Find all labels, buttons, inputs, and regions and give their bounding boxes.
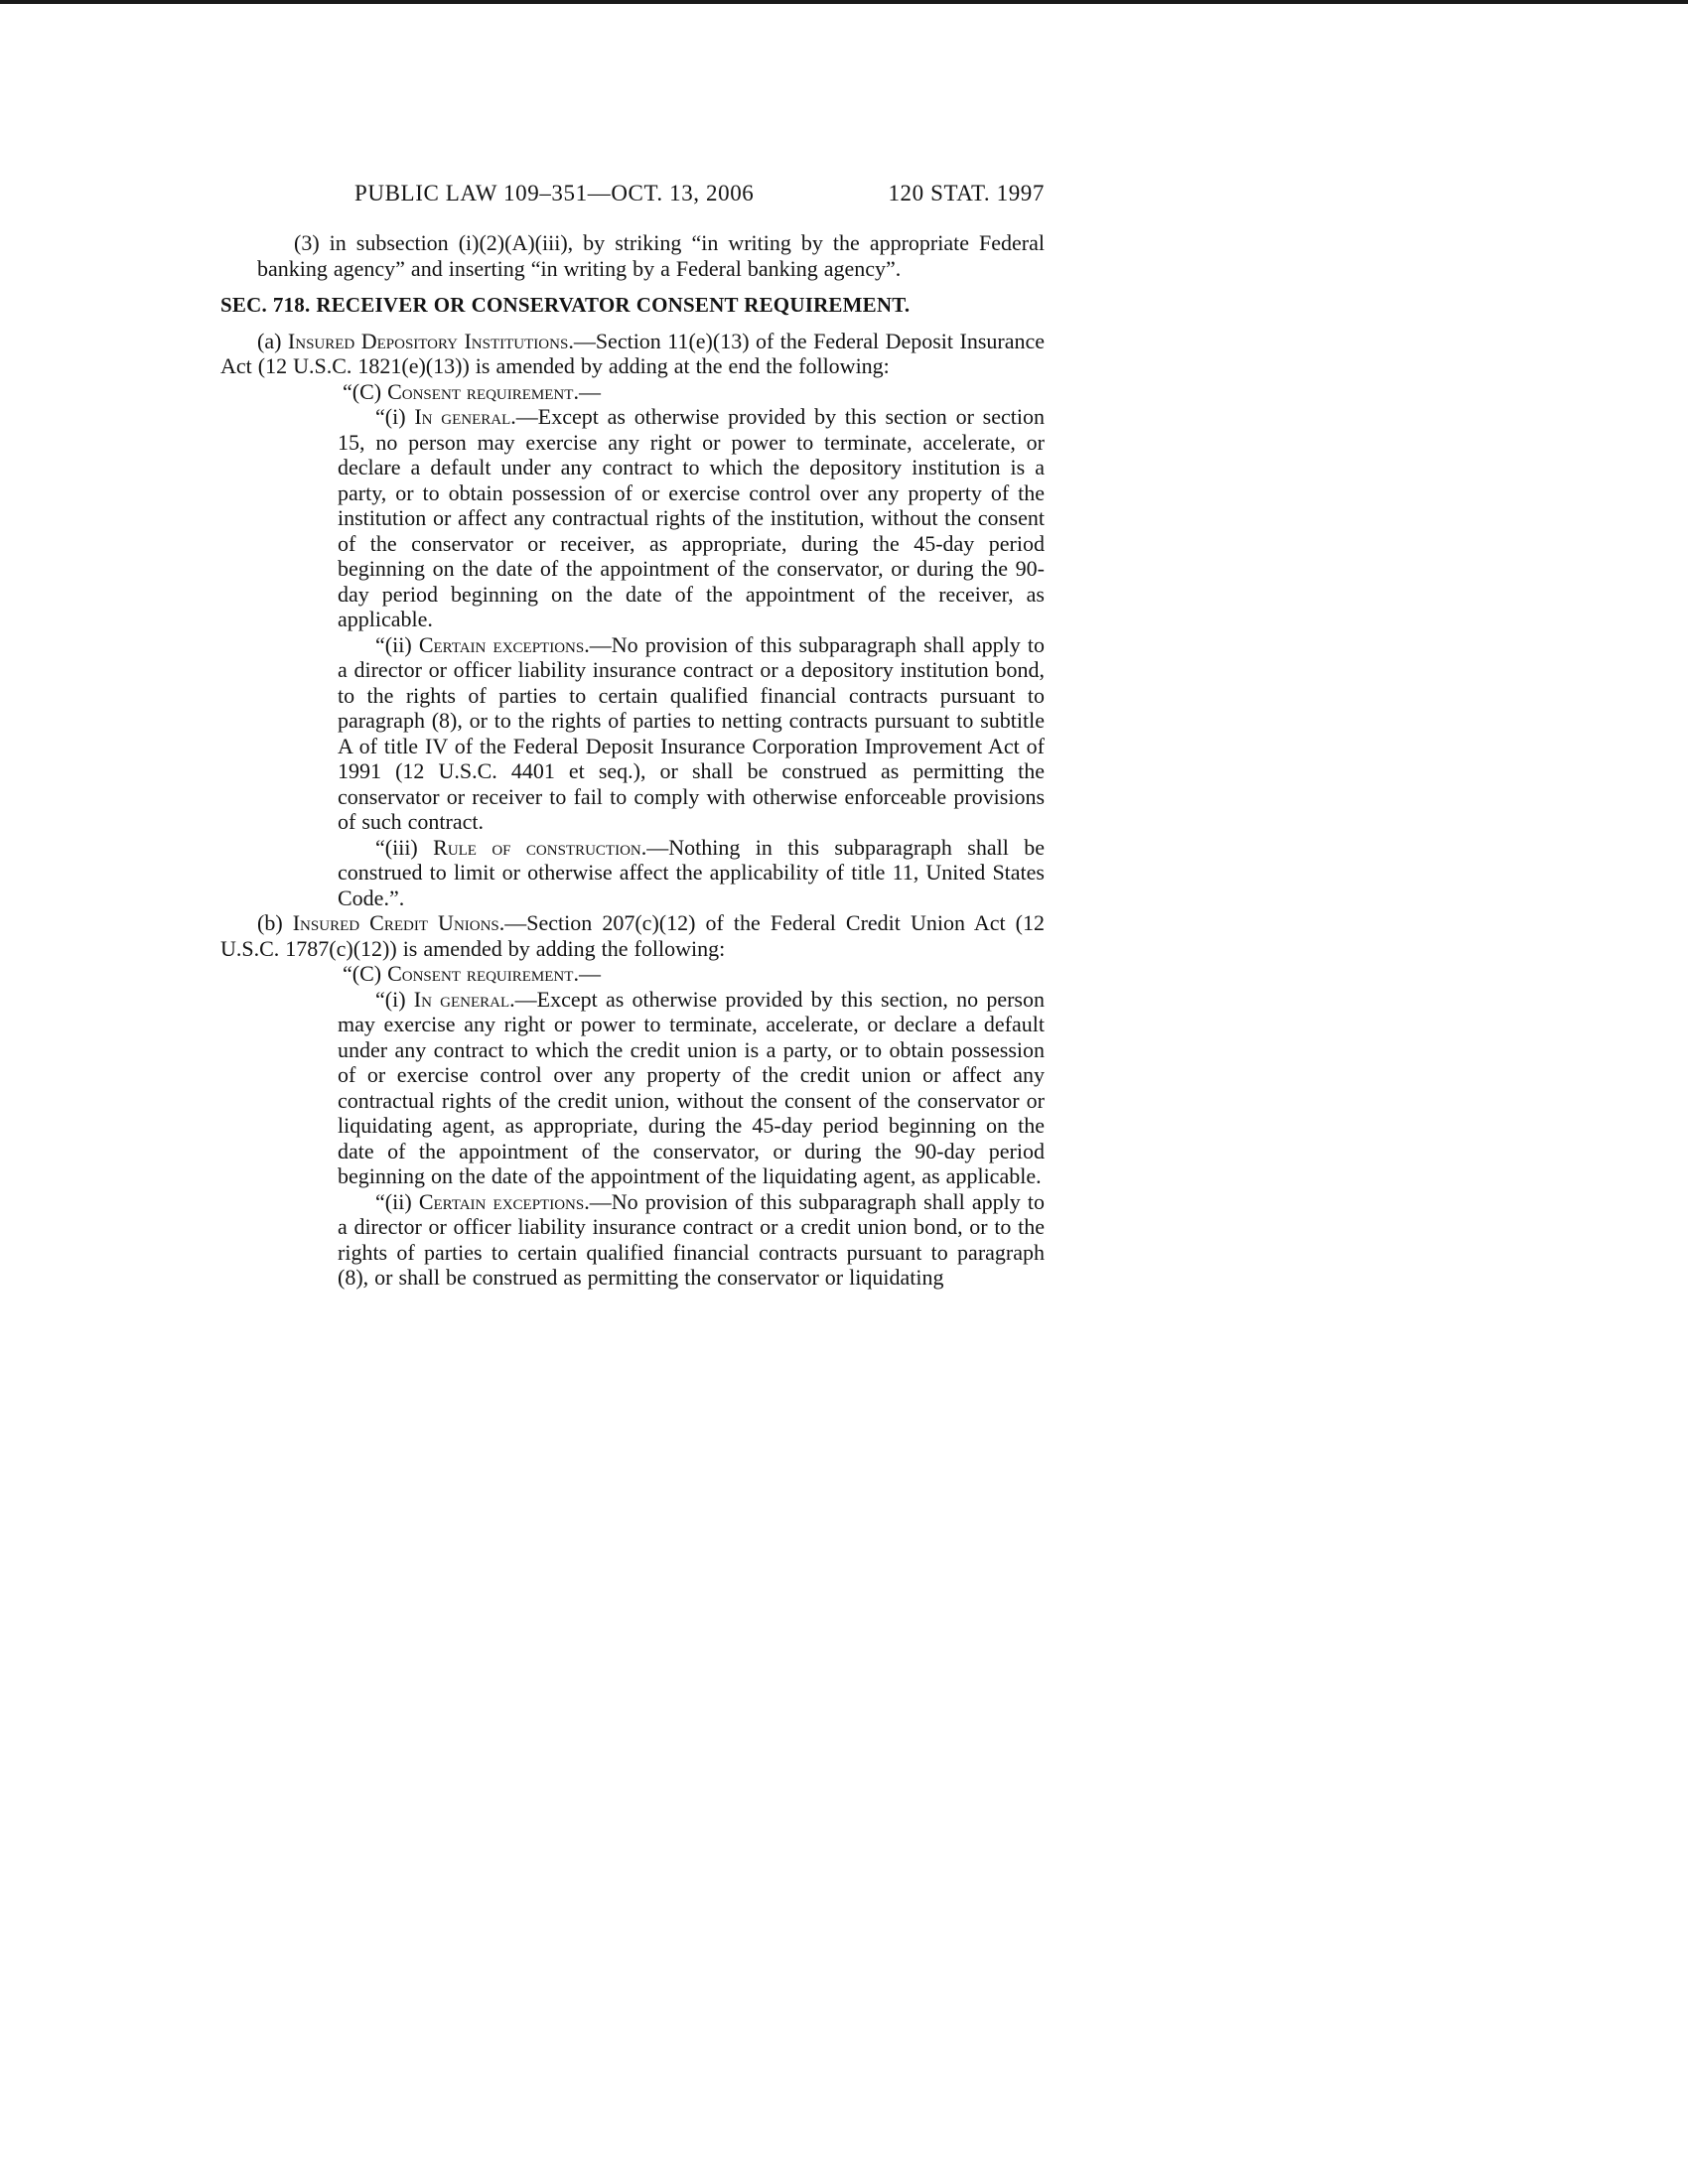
text-run: .— bbox=[573, 961, 601, 986]
text-run: “(iii) bbox=[375, 834, 434, 860]
small-caps-text: Insured Depository Institutions bbox=[287, 328, 569, 353]
small-caps-text: Consent requirement bbox=[387, 378, 574, 404]
text-run: .—Except as otherwise provided by this section or section 15, no person may exercise any right or power to terminate, accelerate, or declare a default under any contract to which the depository institution is a party, or to obtain possession of or exercise control over any property of the institution or affect any contractual rights of the institution, without the consent of the conservator or receiver, as appropriate, during the 45-day period beginning on the date of the appointment of the conservator, or during the 90-day period beginning on the date of the appointment of the receiver, as applicable. bbox=[338, 404, 1046, 631]
text-run: .— bbox=[573, 378, 601, 404]
small-caps-text: Insured Credit Unions bbox=[292, 910, 499, 935]
small-caps-text: In general bbox=[413, 986, 510, 1012]
text-run: .—Except as otherwise provided by this section, no person may exercise any right or power to terminate, accelerate, or declare a default under any contract to which the credit union is a party, or to obtain possession of or exercise control over any property of the credit union or affect any contractual rights of the credit union, without the consent of the conservator or liquidating agent, as appropriate, during the 45-day period beginning on the date of the appointment of the conservator, or during the 90-day period beginning on the date of the appointment of the liquidating agent, as applicable. bbox=[338, 986, 1045, 1188]
text-run: .—Nothing in this subparagraph shall be construed to limit or otherwise affect the applicability of title 11, United States Code.”. bbox=[338, 834, 1045, 910]
subparagraph-C-depository bbox=[343, 379, 1045, 405]
small-caps-text: Certain exceptions bbox=[418, 1188, 585, 1214]
text-run: .—No provision of this subparagraph shall apply to a director or officer liability insurance contract or a credit union bond, or to the rights of parties to certain qualified financial contracts pursuant to paragraph (8), or shall be construed as permitting the conservator or liquidating bbox=[338, 1188, 1045, 1290]
text-run: .—No provision of this subparagraph shall apply to a director or officer liability insurance contract or a depository institution bond, to the rights of parties to certain qualified financial contracts pursuant to paragraph (8), or to the rights of parties to netting contracts pursuant to subtitle A of title IV of the Federal Deposit Insurance Corporation Improvement Act of 1991 (12 U.S.C. 4401 et seq.), or shall be construed as permitting the conservator or receiver to fail to comply with otherwise enforceable provisions of such contract. bbox=[338, 631, 1045, 834]
text-run: “(ii) bbox=[375, 1188, 419, 1214]
clause-ii-credit-union bbox=[338, 1189, 1045, 1291]
small-caps-text: Consent requirement bbox=[387, 961, 574, 986]
clause-i-credit-union bbox=[338, 987, 1045, 1189]
text-run: “(C) bbox=[343, 378, 388, 404]
small-caps-text: In general bbox=[414, 404, 511, 429]
text-run: “(i) bbox=[375, 404, 415, 429]
clause-ii-depository bbox=[338, 632, 1045, 835]
small-caps-text: Certain exceptions bbox=[418, 631, 585, 657]
section-718-heading bbox=[220, 293, 1045, 319]
text-run: .—Section 11(e)(13) of the Federal Deposit Insurance Act (12 U.S.C. 1821(e)(13)) is amended by adding at the end the following: bbox=[220, 328, 1046, 378]
text-run: “(C) bbox=[343, 961, 388, 986]
subsection-b bbox=[220, 910, 1045, 961]
text-run: SEC. 718. RECEIVER OR CONSERVATOR CONSENT REQUIREMENT. bbox=[220, 293, 911, 317]
amendment-clause-3 bbox=[257, 230, 1045, 281]
document-body bbox=[220, 230, 1045, 1291]
subsection-a bbox=[220, 329, 1045, 379]
text-run: “(i) bbox=[375, 986, 414, 1012]
text-run: (b) bbox=[257, 910, 293, 935]
stat-page-number: 120 STAT. 1997 bbox=[888, 181, 1045, 205]
clause-i-depository bbox=[338, 404, 1045, 632]
text-run: .—Section 207(c)(12) of the Federal Credit Union Act (12 U.S.C. 1787(c)(12)) is amended by adding the following: bbox=[220, 910, 1045, 961]
scan-artifact-top-edge bbox=[0, 0, 1688, 4]
law-title: PUBLIC LAW 109–351—OCT. 13, 2006 bbox=[354, 181, 755, 205]
text-run: (a) bbox=[257, 328, 288, 353]
subparagraph-C-credit-union bbox=[343, 961, 1045, 987]
text-run: (3) in subsection (i)(2)(A)(iii), by striking “in writing by the appropriate Federal banking agency” and inserting “in writing by a Federal banking agency”. bbox=[257, 230, 1045, 281]
text-run: “(ii) bbox=[375, 631, 419, 657]
text-block bbox=[220, 181, 1045, 1291]
page-header bbox=[220, 181, 1045, 206]
small-caps-text: Rule of construction bbox=[433, 834, 641, 860]
clause-iii-depository bbox=[338, 835, 1045, 911]
